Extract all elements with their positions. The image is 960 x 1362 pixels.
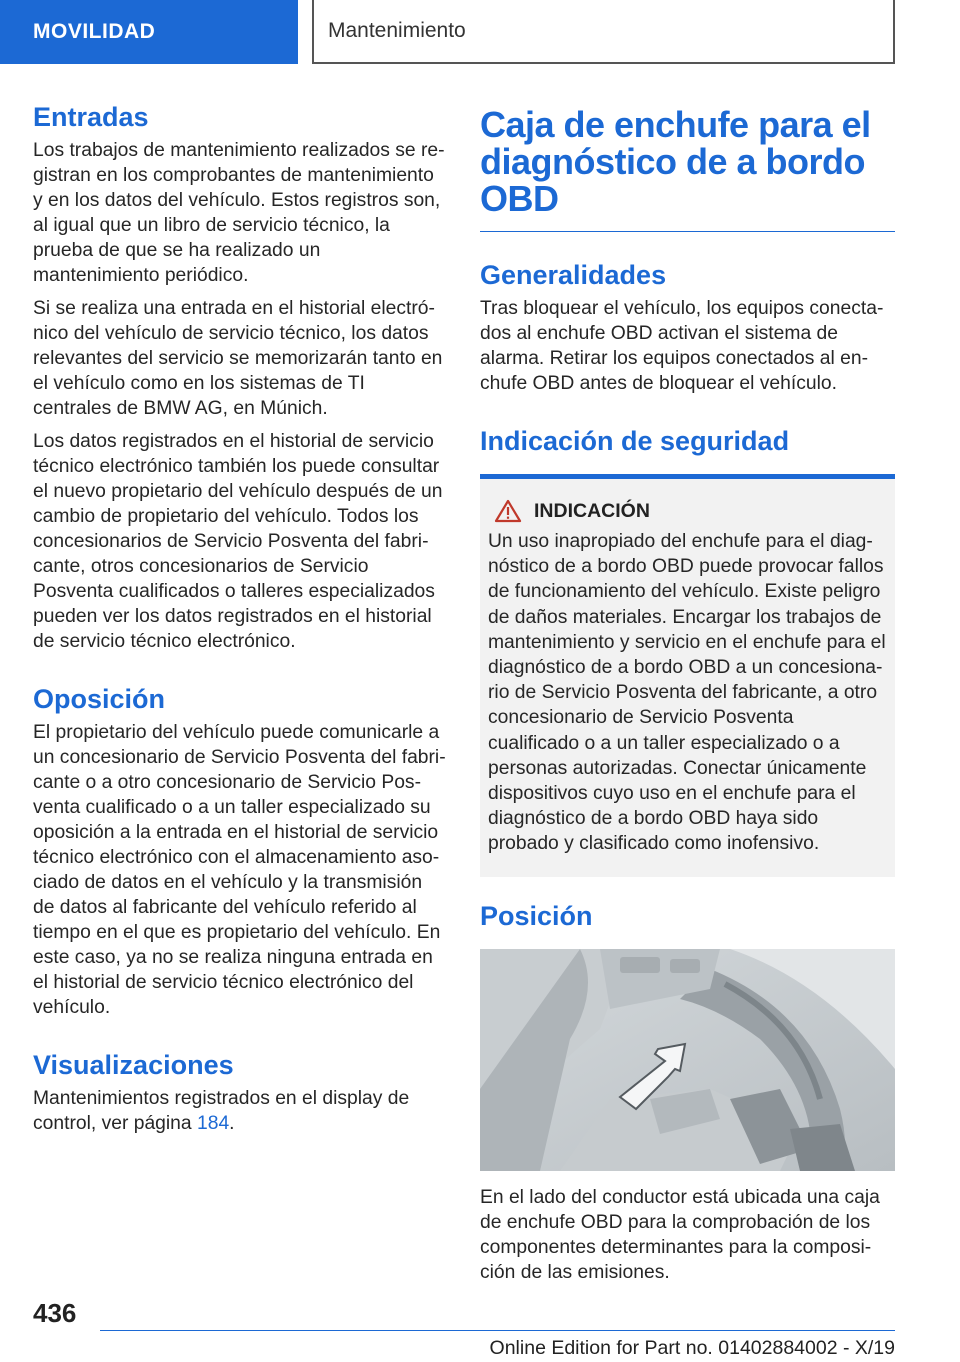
- paragraph: Tras bloquear el vehículo, los equipos conectados al enchufe OBD activan el sistema de alarma. Retirar los equipos conectados al enchufe OBD antes de bloquear el vehículo.: [480, 298, 884, 394]
- left-column: [33, 100, 447, 1144]
- obd-location-photo: [480, 949, 895, 1171]
- footer-divider: [100, 1330, 895, 1331]
- text: Mantenimientos registrados en el display de control, ver página: [33, 1088, 410, 1134]
- paragraph: Los datos registrados en el historial de servicio técnico electrónico también los puede consultar el nuevo propietario del vehículo después de un cambio de propietario del vehículo. Todos los concesionarios de Servicio Posventa del fabricante, otros concesionarios de Servicio Posventa cualificados o talleres especializados pueden ver los datos registrados en el historial de servicio técnico electrónico.: [33, 431, 443, 652]
- heading-posicion: Posición: [480, 900, 593, 931]
- chapter-tab: MOVILIDAD: [0, 0, 298, 64]
- heading-visualizaciones: Visualizaciones: [33, 1050, 234, 1080]
- footer-edition: Online Edition for Part no. 01402884002 - X/19: [489, 1337, 895, 1359]
- warning-triangle-icon: [494, 499, 522, 523]
- paragraph: Si se realiza una entrada en el historial electrónico del vehículo de servicio técnico, los datos relevantes del servicio se memorizarán tanto en el vehículo como en los sistemas de TI centrales de BMW AG, en Múnich.: [33, 298, 443, 419]
- right-column: [480, 106, 895, 1293]
- paragraph: El propietario del vehículo puede comunicarle a un concesionario de Servicio Posventa del fabricante o a otro concesionario de Servicio Posventa cualificado o a un taller especializado su oposición a la entrada en el historial de servicio técnico electrónico con el almacenamiento asociado de datos en el vehículo y la transmisión de datos al fabricante del vehículo referido al tiempo en el que es propietario del vehículo. En este caso, ya no se realiza ninguna entrada en el historial de servicio técnico electrónico del vehículo.: [33, 722, 446, 1018]
- section-title: Mantenimiento: [312, 0, 895, 64]
- paragraph: En el lado del conductor está ubicada una caja de enchufe OBD para la comprobación de los componentes determinantes para la composición de las emisiones.: [480, 1186, 880, 1283]
- section-main-title: Caja de enchufe para el diagnóstico de a bordo OBD: [480, 104, 871, 219]
- text: .: [229, 1113, 235, 1134]
- paragraph: Los trabajos de mantenimiento realizados se registran en los comprobantes de mantenimiento y en los datos del vehículo. Estos registros son, al igual que un libro de servicio técnico, la prueba de que se ha realizado un mantenimiento periódico.: [33, 140, 445, 286]
- notice-header: [488, 499, 887, 523]
- heading-oposicion: Oposición: [33, 684, 166, 714]
- page-number: 436: [33, 1298, 77, 1328]
- notice-label: INDICACIÓN: [534, 499, 650, 522]
- heading-generalidades: Generalidades: [480, 260, 667, 290]
- heading-seguridad: Indicación de seguridad: [480, 426, 790, 456]
- notice-text: Un uso inapropiado del enchufe para el diagnóstico de a bordo OBD puede provocar fallos de funcionamiento del vehículo. Existe peligro de daños materiales. Encargar los trabajos de mantenimiento y servicio en el enchufe para el diagnóstico de a bordo OBD a un concesionario de Servicio Posventa del fabricante, a otro concesionario de Servicio Posventa cualificado o a un taller especializado o a personas autorizadas. Conectar únicamente dispositivos cuyo uso en el enchufe para el diagnóstico de a bordo OBD haya sido probado y clasificado como inofensivo.: [488, 531, 886, 855]
- paragraph-visualizaciones: [33, 1086, 447, 1136]
- heading-entradas: Entradas: [33, 102, 149, 132]
- page-link[interactable]: 184: [197, 1113, 230, 1134]
- notice-box: [480, 479, 895, 877]
